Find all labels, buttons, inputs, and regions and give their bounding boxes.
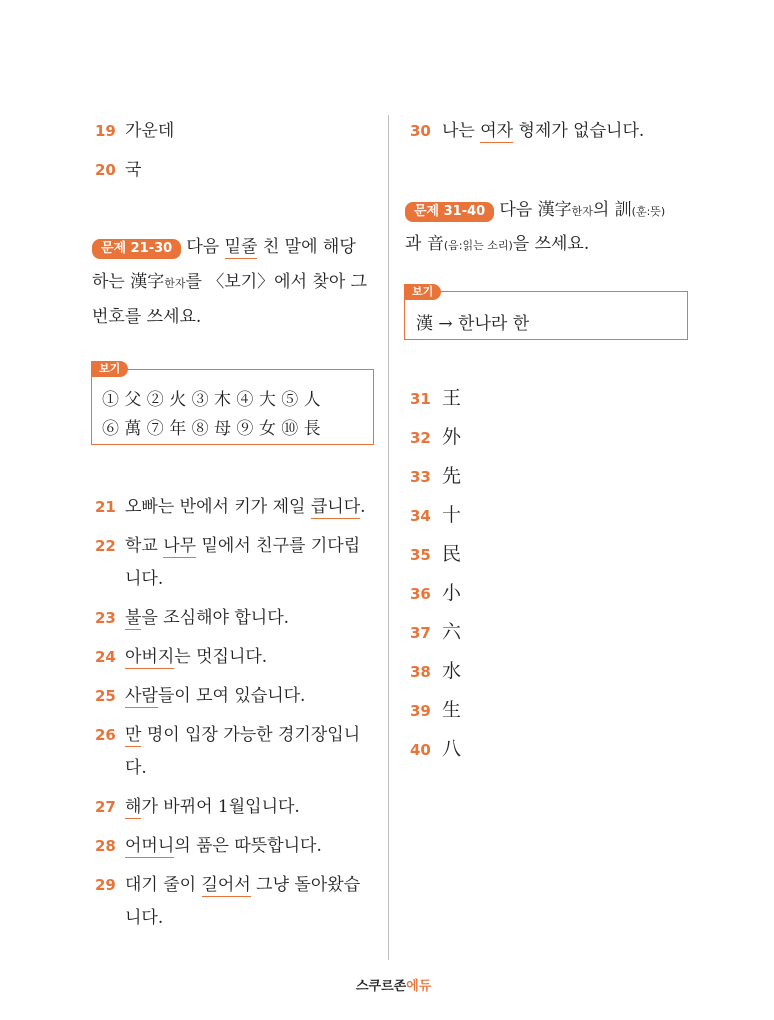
publisher-logo: 스쿠르존에듀: [356, 979, 432, 994]
bogi-label: 보기: [91, 361, 128, 377]
hanja-item-31: 31 王: [410, 387, 462, 409]
hanja-item-39: 39 生: [410, 699, 462, 721]
answer-item-26: 26 만 명이 입장 가능한 경기장입니: [95, 725, 361, 745]
hanja-item-36: 36 小: [410, 582, 462, 604]
question-tag: 문제 21-30: [92, 239, 181, 259]
instruction-line-2: 하는 漢字한자를 〈보기〉에서 찾아 그: [92, 272, 368, 292]
item-number: 19: [95, 122, 116, 140]
column-divider: [388, 115, 389, 960]
answer-item-22: 22 학교 나무 밑에서 친구를 기다립: [95, 536, 361, 556]
bogi-row-2: ⑥ 萬 ⑦ 年 ⑧ 母 ⑨ 女 ⑩ 長: [102, 419, 321, 439]
answer-item-29-cont: 니다.: [125, 908, 164, 928]
bogi-label: 보기: [404, 284, 441, 300]
answer-item-24: 24 아버지는 멋집니다.: [95, 647, 268, 667]
answer-item-23: 23 불을 조심해야 합니다.: [95, 608, 290, 628]
hanja-item-38: 38 水: [410, 660, 462, 682]
answer-item-25: 25 사람들이 모여 있습니다.: [95, 686, 306, 706]
answer-item-20: [95, 155, 141, 180]
instruction-line-3: 번호를 쓰세요.: [92, 307, 202, 327]
answer-item-21: 21 오빠는 반에서 키가 제일 큽니다.: [95, 497, 366, 517]
answer-item-19: [95, 116, 174, 141]
item-number: 20: [95, 161, 116, 179]
answer-item-29: 29 대기 줄이 길어서 그냥 돌아왔습: [95, 875, 361, 895]
answer-item-22-cont: 니다.: [125, 569, 164, 589]
bogi-example: 漢 → 한나라 한: [416, 314, 530, 334]
hanja-item-33: 33 先: [410, 465, 462, 487]
answer-item-30: 30 나는 여자 형제가 없습니다.: [410, 121, 645, 141]
hanja-item-32: 32 外: [410, 426, 462, 448]
item-text: 국: [125, 160, 142, 180]
question-tag: 문제 31-40: [405, 202, 494, 222]
answer-item-27: 27 해가 바뀌어 1월입니다.: [95, 797, 300, 817]
hanja-item-35: 35 民: [410, 543, 462, 565]
item-text: 가운데: [125, 121, 175, 141]
question-instructions-31-40: 문제 31-40 다음 漢字한자의 訓(훈:뜻): [405, 195, 665, 222]
bogi-row-1: ① 父 ② 火 ③ 木 ④ 大 ⑤ 人: [102, 390, 321, 410]
hanja-item-40: 40 八: [410, 738, 462, 760]
answer-item-28: 28 어머니의 품은 따뜻합니다.: [95, 836, 322, 856]
hanja-item-34: 34 十: [410, 504, 462, 526]
answer-item-26-cont: 다.: [125, 758, 147, 778]
instruction-line-2-right: 과 音(음:읽는 소리)을 쓰세요.: [405, 234, 590, 254]
question-instructions-21-30: 문제 21-30 다음 밑줄 친 말에 해당: [92, 232, 356, 259]
hanja-item-37: 37 六: [410, 621, 462, 643]
